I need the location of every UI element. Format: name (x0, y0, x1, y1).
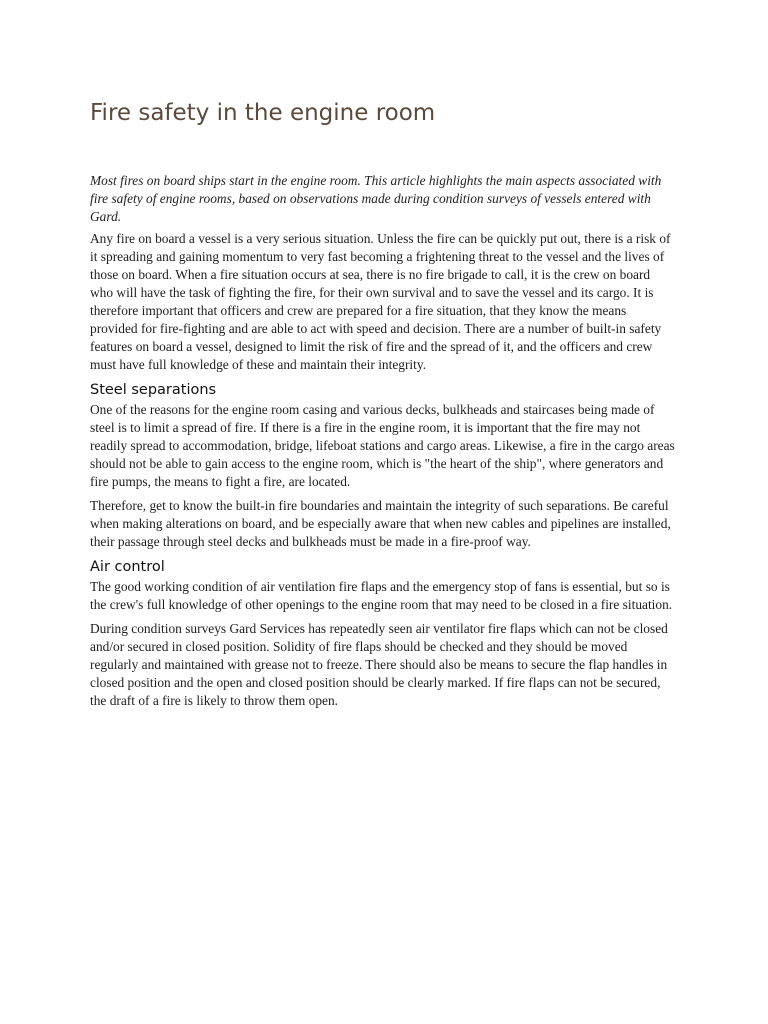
air-control-paragraph-2: During condition surveys Gard Services has repeatedly seen air ventilator fire flaps which can not be closed and/or secured in closed position. Solidity of fire flaps should be checked and they should be moved regularly and maintained with grease not to freeze. There should also be means to secure the flap handles in closed position and the open and closed position should be clearly marked. If fire flaps can not be secured, the draft of a fire is likely to throw them open. (90, 621, 668, 708)
steel-separations-paragraph-1: One of the reasons for the engine room casing and various decks, bulkheads and staircases being made of steel is to limit a spread of fire. If there is a fire in the engine room, it is important that the fire may not readily spread to accommodation, bridge, lifeboat stations and cargo areas. Likewise, a fire in the cargo areas should not be able to gain access to the engine room, which is "the heart of the ship", where generators and fire pumps, the means to fight a fire, are located. (90, 402, 675, 489)
document-title: Fire safety in the engine room (90, 100, 436, 126)
steel-separations-paragraph-2: Therefore, get to know the built-in fire boundaries and maintain the integrity of such separations. Be careful when making alterations on board, and be especially aware that when new cables and pipelines are installed, their passage through steel decks and bulkheads must be made in a fire-proof way. (90, 498, 671, 549)
section-heading-steel-separations: Steel separations (90, 382, 217, 398)
lead-paragraph: Most fires on board ships start in the engine room. This article highlights the main aspects associated with fire safety of engine rooms, based on observations made during condition surveys of vessels entered with Gard. (90, 173, 662, 224)
document-body (90, 172, 676, 716)
section-heading-air-control: Air control (90, 559, 165, 575)
air-control-paragraph-1: The good working condition of air ventilation fire flaps and the emergency stop of fans is essential, but so is the crew's full knowledge of other openings to the engine room that may need to be closed in a fire situation. (90, 579, 673, 612)
intro-paragraph: Any fire on board a vessel is a very serious situation. Unless the fire can be quickly put out, there is a risk of it spreading and gaining momentum to very fast becoming a frightening threat to the vessel and the lives of those on board. When a fire situation occurs at sea, there is no fire brigade to call, it is the crew on board who will have the task of fighting the fire, for their own survival and to save the vessel and its cargo. It is therefore important that officers and crew are prepared for a fire situation, that they know the means provided for fire-fighting and are able to act with speed and decision. There are a number of built-in safety features on board a vessel, designed to limit the risk of fire and the spread of it, and the officers and crew must have full knowledge of these and maintain their integrity. (90, 231, 671, 372)
